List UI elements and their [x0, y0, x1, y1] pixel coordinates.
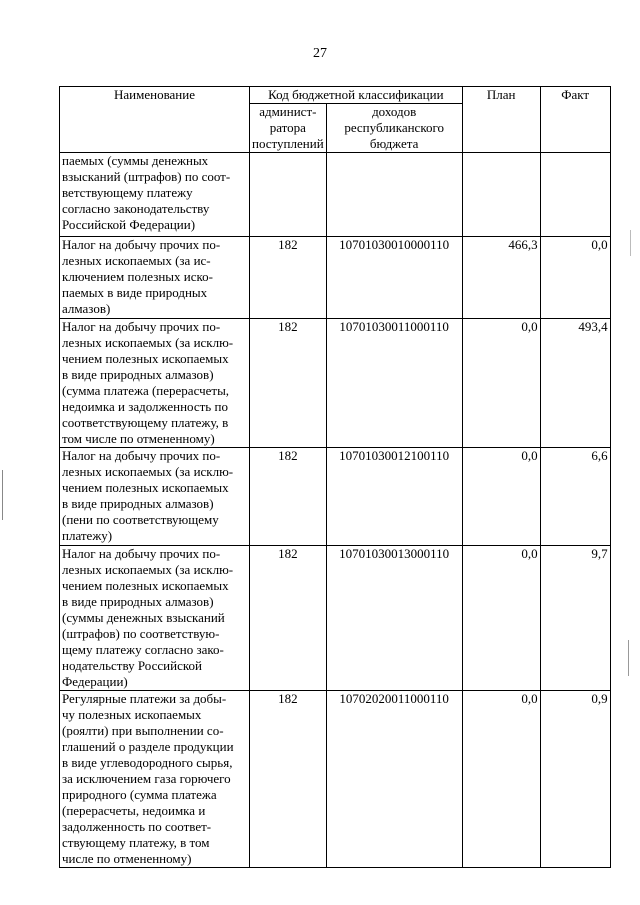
row-plan-value: 0,0 [462, 448, 540, 546]
header-code-group: Код бюджетной классификации [250, 87, 463, 104]
row-plan-value: 0,0 [462, 319, 540, 448]
page-number: 27 [313, 46, 327, 61]
row-plan-value: 0,0 [462, 691, 540, 868]
row-plan-value: 466,3 [462, 237, 540, 319]
table-row [60, 448, 611, 546]
row-income-code: 10702020011000110 [326, 691, 462, 868]
header-admin: админист- ратора поступлений [250, 104, 327, 153]
row-fact-value: 6,6 [540, 448, 610, 546]
row-admin-code: 182 [250, 546, 327, 691]
table-row [60, 237, 611, 319]
row-name: Налог на добычу прочих по- лезных ископаемых (за исклю- чением полезных ископаемых в виде природных алмазов) (пени по соответствующему платежу) [60, 448, 250, 546]
header-name: Наименование [60, 87, 250, 153]
row-income-code: 10701030010000110 [326, 237, 462, 319]
row-fact-value: 493,4 [540, 319, 610, 448]
table-row [60, 153, 611, 237]
row-admin-code: 182 [250, 319, 327, 448]
row-fact-value [540, 153, 610, 237]
row-income-code: 10701030012100110 [326, 448, 462, 546]
scan-edge-mark [630, 230, 631, 256]
table-header [60, 87, 611, 153]
row-plan-value [462, 153, 540, 237]
row-fact-value: 9,7 [540, 546, 610, 691]
row-admin-code: 182 [250, 237, 327, 319]
header-fact: Факт [540, 87, 610, 153]
header-income: доходов республиканского бюджета [326, 104, 462, 153]
table-row [60, 546, 611, 691]
row-income-code [326, 153, 462, 237]
row-name: Налог на добычу прочих по- лезных ископаемых (за исклю- чением полезных ископаемых в виде природных алмазов) (суммы денежных взысканий (штрафов) по соответствую- щему платежу согласно зако- нодательству Российской Федерации) [60, 546, 250, 691]
scan-edge-mark [2, 470, 3, 520]
row-name: Регулярные платежи за добы- чу полезных ископаемых (роялти) при выполнении со- глашений о разделе продукции в виде углеводородного сырья, за исключением газа горючего природного (сумма платежа (перерасчеты, недоимка и задолженность по соответ- ствующему платежу, в том числе по отмененному) [60, 691, 250, 868]
scan-edge-mark [628, 640, 629, 676]
row-plan-value: 0,0 [462, 546, 540, 691]
budget-table [59, 86, 611, 868]
row-name: Налог на добычу прочих по- лезных ископаемых (за исклю- чением полезных ископаемых в виде природных алмазов) (сумма платежа (перерасчеты, недоимка и задолженность по соответствующему платежу, в том числе по отмененному) [60, 319, 250, 448]
row-admin-code [250, 153, 327, 237]
header-plan: План [462, 87, 540, 153]
row-name: паемых (суммы денежных взысканий (штрафов) по соот- ветствующему платежу согласно законодательству Российской Федерации) [60, 153, 250, 237]
table-row [60, 691, 611, 868]
row-name: Налог на добычу прочих по- лезных ископаемых (за ис- ключением полезных иско- паемых в виде природных алмазов) [60, 237, 250, 319]
row-income-code: 10701030013000110 [326, 546, 462, 691]
row-fact-value: 0,9 [540, 691, 610, 868]
table-row [60, 319, 611, 448]
row-fact-value: 0,0 [540, 237, 610, 319]
row-income-code: 10701030011000110 [326, 319, 462, 448]
row-admin-code: 182 [250, 691, 327, 868]
table-body [60, 153, 611, 868]
row-admin-code: 182 [250, 448, 327, 546]
